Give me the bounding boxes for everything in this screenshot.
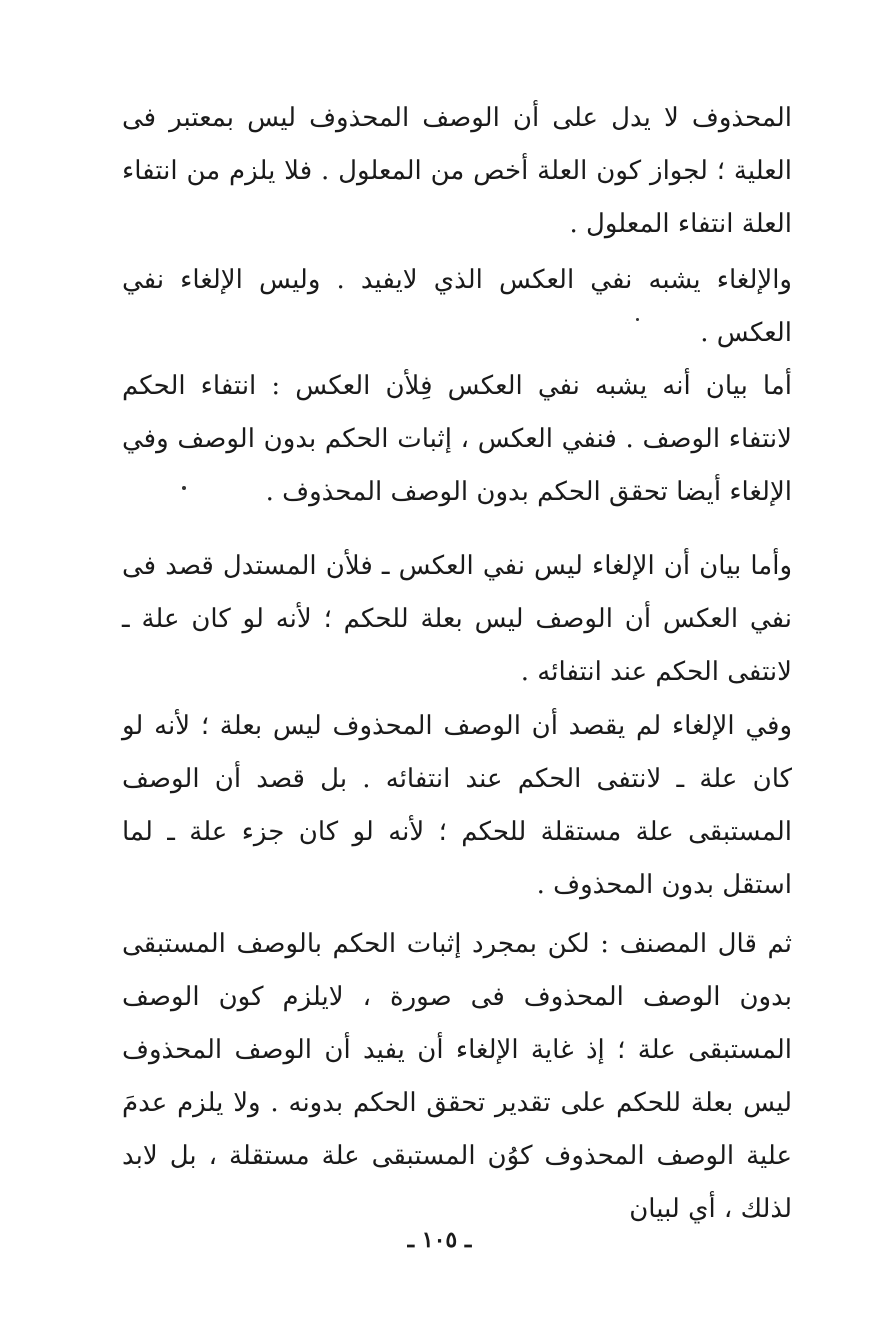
paragraph: [122, 700, 792, 912]
paragraph: [122, 92, 792, 251]
paragraph-text: ثم قال المصنف : لكن بمجرد إثبات الحكم بالوصف المستبقى بدون الوصف المحذوف فى صورة ، لايلزم كون الوصف المستبقى علة ؛ إذ غاية الإلغاء أن يفيد أن الوصف المحذوف ليس بعلة للحكم على تقدير تحقق الحكم بدونه . ولا يلزم عدمَ علية الوصف المحذوف كوُن المستبقى علة مستقلة ، بل لابد لذلك ، أي لبيان: [122, 929, 792, 1224]
scan-speck: [182, 486, 186, 490]
paragraph-text: والإلغاء يشبه نفي العكس الذي لايفيد . وليس الإلغاء نفي العكس .: [122, 265, 792, 348]
paragraph-text: المحذوف لا يدل على أن الوصف المحذوف ليس بمعتبر فى العلية ؛ لجواز كون العلة أخص من المعلول . فلا يلزم من انتفاء العلة انتفاء المعلول .: [122, 103, 792, 239]
paragraph: [122, 918, 792, 1236]
page-number: ـ ١٠٥ ـ: [407, 1227, 472, 1253]
paragraph: [122, 254, 792, 360]
paragraph-text: أما بيان أنه يشبه نفي العكس فِلأن العكس : انتفاء الحكم لانتفاء الوصف . فنفي العكس ، إثبات الحكم بدون الوصف وفي الإلغاء أيضا تحقق الحكم بدون الوصف المحذوف .: [122, 371, 792, 507]
paragraph-text: وفي الإلغاء لم يقصد أن الوصف المحذوف ليس بعلة ؛ لأنه لو كان علة ـ لانتفى الحكم عند انتفائه . بل قصد أن الوصف المستبقى علة مستقلة للحكم ؛ لأنه لو كان جزء علة ـ لما استقل بدون المحذوف .: [122, 711, 792, 900]
scan-speck: [636, 318, 639, 321]
paragraph: [122, 540, 792, 699]
paragraph-text: وأما بيان أن الإلغاء ليس نفي العكس ـ فلأن المستدل قصد فى نفي العكس أن الوصف ليس بعلة للحكم ؛ لأنه لو كان علة ـ لانتفى الحكم عند انتفائه .: [122, 551, 792, 687]
paragraph: [122, 360, 792, 519]
